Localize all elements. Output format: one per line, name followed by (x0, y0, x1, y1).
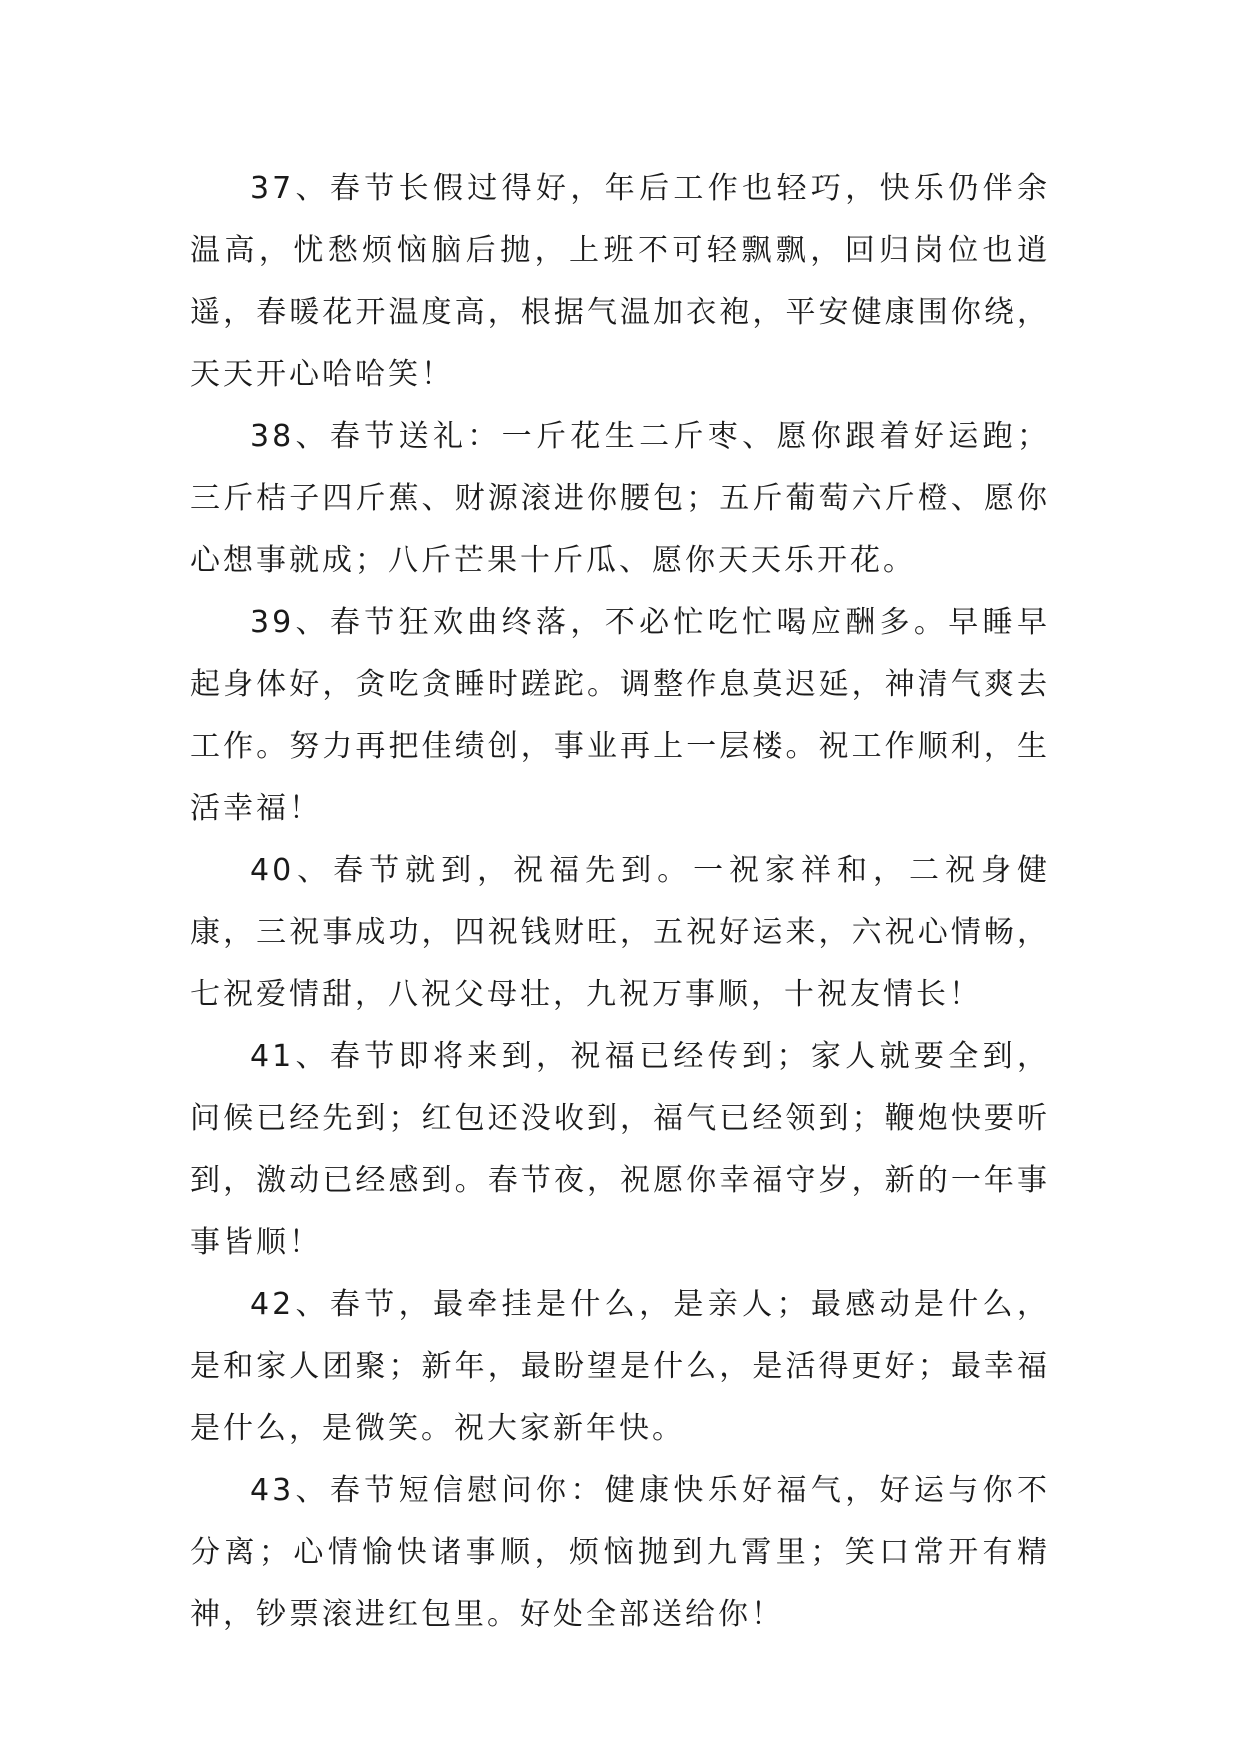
paragraph-43: 43、春节短信慰问你：健康快乐好福气，好运与你不分离；心情愉快诸事顺，烦恼抛到九霄里；笑口常开有精神，钞票滚进红包里。好处全部送给你！ (190, 1473, 1050, 1632)
paragraph-39: 39、春节狂欢曲终落，不必忙吃忙喝应酬多。早睡早起身体好，贪吃贪睡时蹉跎。调整作息莫迟延，神清气爽去工作。努力再把佳绩创，事业再上一层楼。祝工作顺利，生活幸福！ (190, 605, 1050, 826)
paragraph-41: 41、春节即将来到，祝福已经传到；家人就要全到，问候已经先到；红包还没收到，福气已经领到；鞭炮快要听到，激动已经感到。春节夜，祝愿你幸福守岁，新的一年事事皆顺！ (190, 1039, 1050, 1260)
paragraph-37: 37、春节长假过得好，年后工作也轻巧，快乐仍伴余温高，忧愁烦恼脑后抛，上班不可轻飘飘，回归岗位也逍遥，春暖花开温度高，根据气温加衣袍，平安健康围你绕，天天开心哈哈笑！ (190, 171, 1050, 392)
paragraph-40: 40、春节就到，祝福先到。一祝家祥和，二祝身健康，三祝事成功，四祝钱财旺，五祝好运来，六祝心情畅，七祝爱情甜，八祝父母壮，九祝万事顺，十祝友情长！ (190, 853, 1050, 1012)
paragraph-38: 38、春节送礼：一斤花生二斤枣、愿你跟着好运跑；三斤桔子四斤蕉、财源滚进你腰包；五斤葡萄六斤橙、愿你心想事就成；八斤芒果十斤瓜、愿你天天乐开花。 (190, 419, 1050, 578)
paragraph-42: 42、春节，最牵挂是什么，是亲人；最感动是什么，是和家人团聚；新年，最盼望是什么，是活得更好；最幸福是什么，是微笑。祝大家新年快。 (190, 1287, 1050, 1446)
document-body (190, 158, 1050, 1646)
